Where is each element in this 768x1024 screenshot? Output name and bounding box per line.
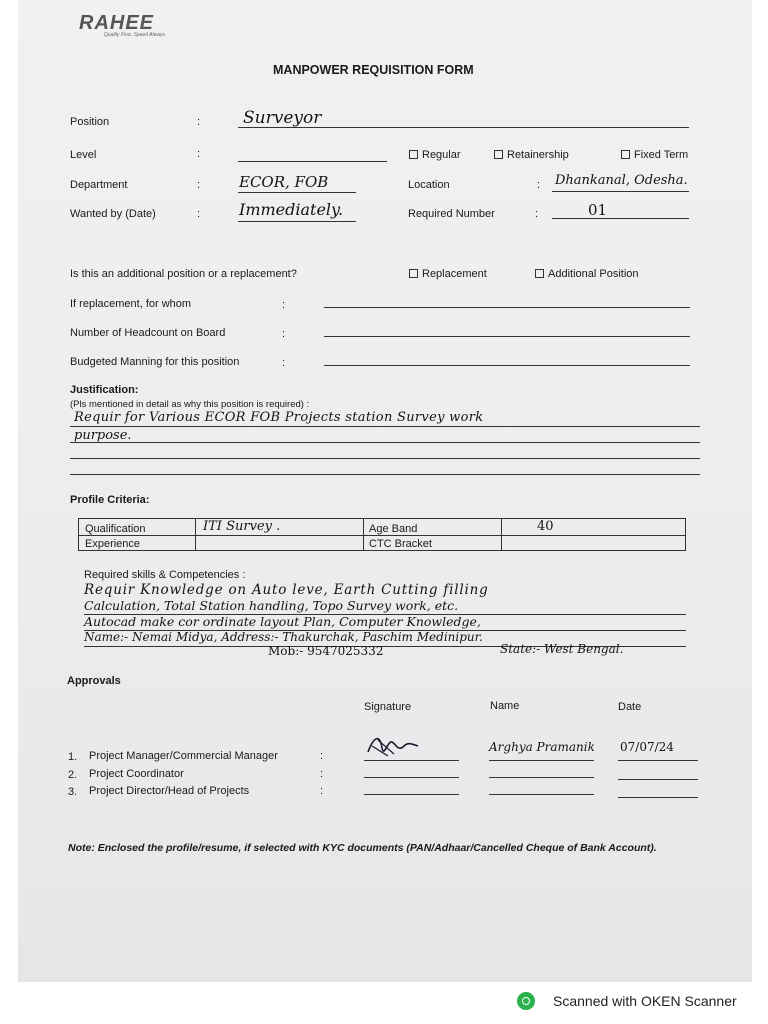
qualification-value: ITI Survey . [203,519,281,534]
location-colon: : [537,179,541,191]
name-line [489,760,594,761]
required-number-colon: : [535,208,539,220]
position-value: Surveyor [243,108,322,128]
justification-line-1: Requir for Various ECOR FOB Projects station Survey work [74,410,484,425]
name-column-header: Name [490,700,520,712]
company-tagline: Quality First, Speed Always [104,32,165,38]
age-band-label: Age Band [369,523,418,535]
justification-instruction: (Pls mentioned in detail as why this position is required) : [70,399,310,410]
replacement-for-colon: : [282,299,286,311]
level-colon: : [197,148,201,160]
justification-rule [70,458,700,459]
approval-row-number: 1. [68,751,78,763]
checkbox-icon [494,150,503,159]
signature-line [364,760,459,761]
approver-name: Arghya Pramanik [489,740,595,754]
ctc-label: CTC Bracket [369,538,432,550]
headcount-colon: : [282,328,286,340]
level-option-regular[interactable]: Regular [409,149,461,161]
skills-line-1: Requir Knowledge on Auto leve, Earth Cutting filling [84,582,489,598]
department-label: Department [70,179,128,191]
signature-line [364,794,459,795]
company-logo: RAHEE [79,12,155,34]
approval-role-project-coordinator: Project Coordinator [89,768,184,780]
budgeted-label: Budgeted Manning for this position [70,356,240,368]
name-line [489,794,594,795]
approval-row-number: 3. [68,786,78,798]
location-line [552,191,689,192]
department-value: ECOR, FOB [239,173,329,191]
signature-mark [364,730,424,762]
mobile-number: Mob:- 9547025332 [268,644,384,658]
additional-question: Is this an additional position or a replacement? [70,268,297,280]
oken-scanner-icon [517,992,535,1010]
date-line [618,760,698,761]
wanted-by-line [238,221,356,222]
location-value: Dhankanal, Odesha. [555,173,688,188]
budgeted-colon: : [282,357,286,369]
approval-row-colon: : [320,785,324,797]
checkbox-icon [409,150,418,159]
option-additional-position[interactable]: Additional Position [535,268,639,280]
approval-date: 07/07/24 [620,740,674,754]
checkbox-icon [535,269,544,278]
replacement-for-line [324,307,690,308]
justification-heading: Justification: [70,384,139,396]
signature-line [364,777,459,778]
footer-note: Note: Enclosed the profile/resume, if selected with KYC documents (PAN/Adhaar/Cancelled Cheque of Bank Account). [68,842,657,854]
budgeted-line [324,365,690,366]
wanted-by-value: Immediately. [239,200,344,219]
position-line [238,127,689,128]
justification-line-2: purpose. [74,428,132,443]
profile-heading: Profile Criteria: [70,494,150,506]
signature-column-header: Signature [364,701,412,713]
state-value: State:- West Bengal. [500,642,624,656]
date-line [618,779,698,780]
wanted-by-colon: : [197,208,201,220]
skills-line-3: Autocad make cor ordinate layout Plan, Computer Knowledge, [84,614,481,629]
position-colon: : [197,116,201,128]
required-number-line [552,218,689,219]
checkbox-icon [409,269,418,278]
option-replacement[interactable]: Replacement [409,268,487,280]
skills-label: Required skills & Competencies : [84,569,246,581]
wanted-by-label: Wanted by (Date) [70,208,156,220]
justification-rule [70,474,700,475]
name-line [489,777,594,778]
form-title: MANPOWER REQUISITION FORM [273,63,474,77]
approval-row-colon: : [320,750,324,762]
checkbox-icon [621,150,630,159]
required-number-value: 01 [588,201,608,219]
position-label: Position [70,116,110,128]
age-band-value: 40 [537,519,554,534]
location-label: Location [408,179,450,191]
justification-rule [70,442,700,443]
level-label: Level [70,149,97,161]
approval-role-project-manager: Project Manager/Commercial Manager [89,750,278,762]
form-paper [18,0,752,982]
approval-role-project-director: Project Director/Head of Projects [89,785,250,797]
department-line [238,192,356,193]
level-option-retainership[interactable]: Retainership [494,149,569,161]
level-line [238,161,387,162]
approval-row-colon: : [320,768,324,780]
replacement-for-label: If replacement, for whom [70,298,192,310]
profile-table [78,518,686,551]
level-option-fixed-term[interactable]: Fixed Term [621,149,688,161]
required-number-label: Required Number [408,208,495,220]
skills-line-2: Calculation, Total Station handling, Topo Survey work, etc. [84,598,459,613]
headcount-label: Number of Headcount on Board [70,327,226,339]
headcount-line [324,336,690,337]
skills-rule [84,630,686,631]
scanner-watermark-text: Scanned with OKEN Scanner [553,993,737,1009]
justification-rule [70,426,700,427]
date-column-header: Date [618,701,642,713]
experience-label: Experience [85,538,141,550]
approval-row-number: 2. [68,769,78,781]
date-line [618,797,698,798]
skills-rule [84,614,686,615]
qualification-label: Qualification [85,523,146,535]
skills-line-4: Name:- Nemai Midya, Address:- Thakurchak, Paschim Medinipur. [84,630,483,644]
approvals-heading: Approvals [67,675,121,687]
department-colon: : [197,179,201,191]
